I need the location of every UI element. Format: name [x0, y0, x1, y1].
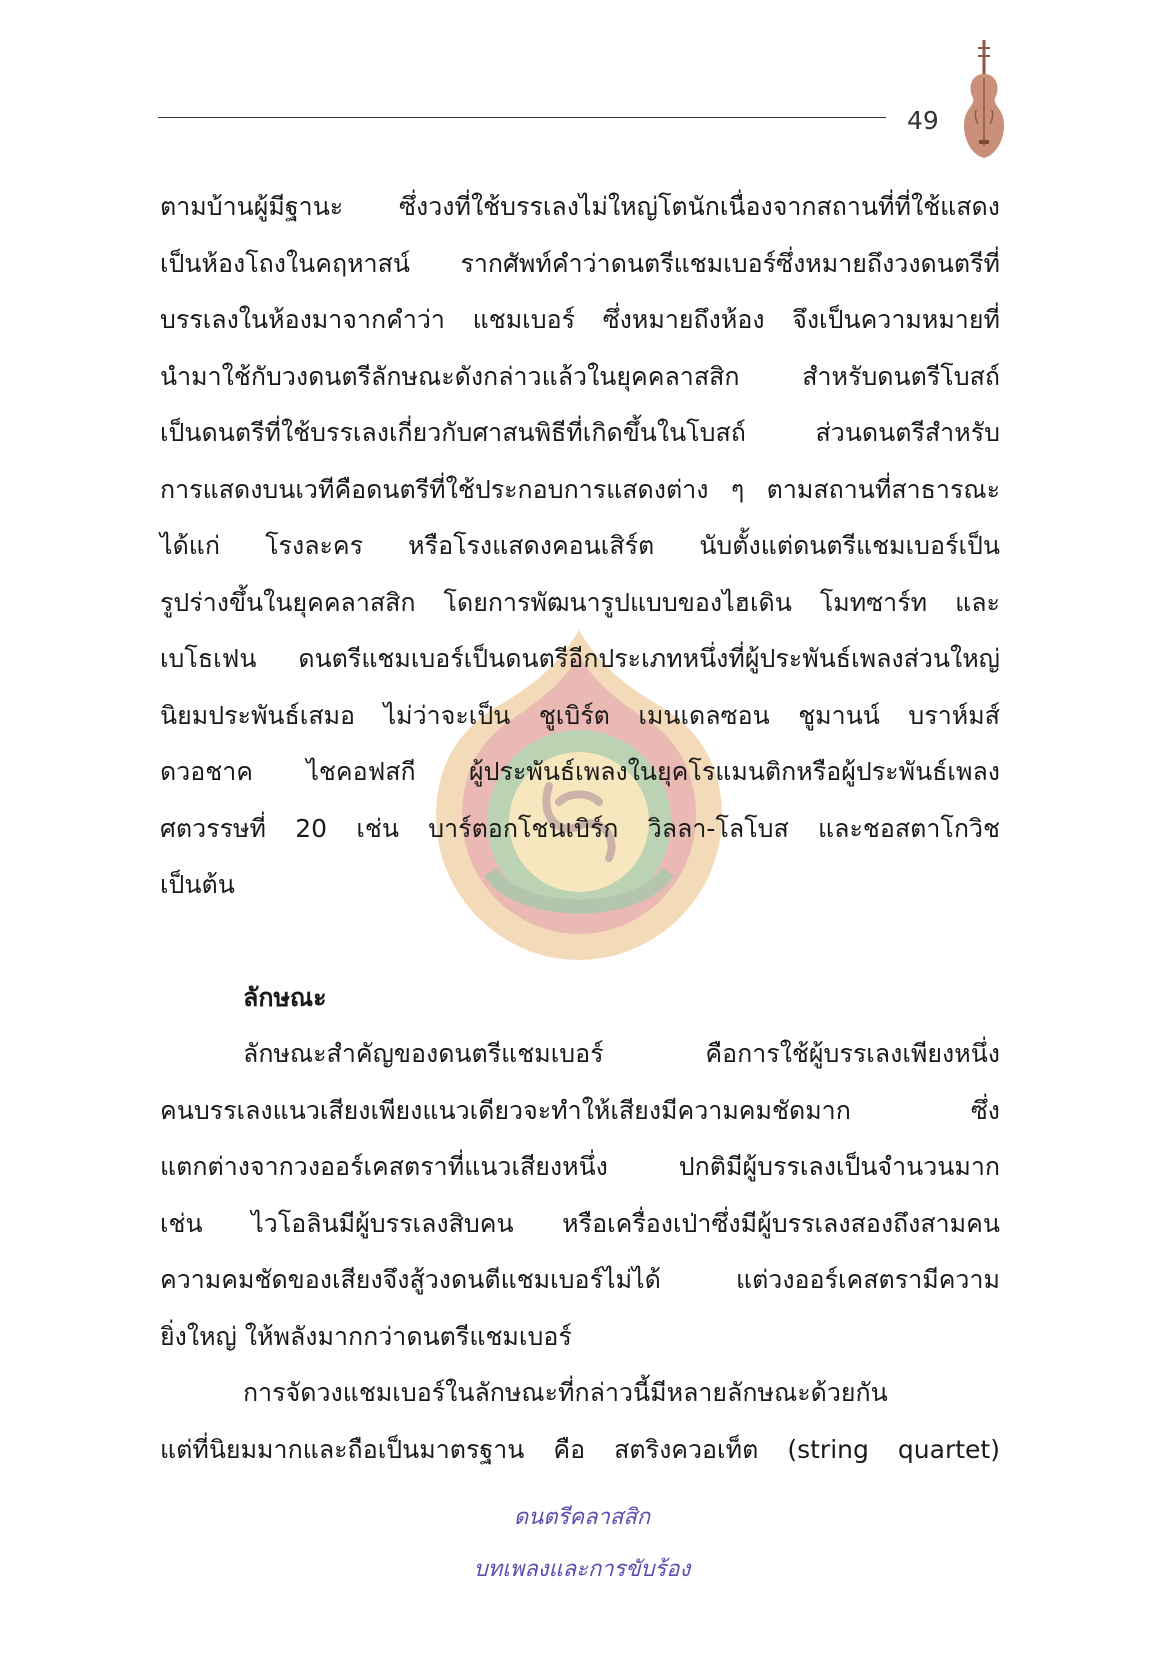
- text-line: แตกต่างจากวงออร์เคสตราที่แนวเสียงหนึ่ง ปกติมีผู้บรรเลงเป็นจำนวนมาก: [160, 1152, 1000, 1181]
- text-line: คนบรรเลงแนวเสียงเพียงแนวเดียวจะทำให้เสียงมีความคมชัดมาก ซึ่ง: [160, 1095, 1000, 1125]
- paragraph-3: [160, 1365, 1000, 1478]
- text-line: เป็นห้องโถงในคฤหาสน์ รากศัพท์คำว่าดนตรีแชมเบอร์ซึ่งหมายถึงวงดนตรีที่: [160, 248, 1000, 278]
- header-rule: [158, 117, 886, 118]
- text-line: บรรเลงในห้องมาจากคำว่า แชมเบอร์ ซึ่งหมายถึงห้อง จึงเป็นความหมายที่: [160, 305, 1000, 334]
- text-line: รูปร่างขึ้นในยุคคลาสสิก โดยการพัฒนารูปแบบของไฮเดิน โมทซาร์ท และ: [160, 587, 1000, 617]
- text-line: เป็นดนตรีที่ใช้บรรเลงเกี่ยวกับศาสนพิธีที่เกิดขึ้นในโบสถ์ ส่วนดนตรีสำหรับ: [160, 418, 1000, 447]
- text-line: ได้แก่ โรงละคร หรือโรงแสดงคอนเสิร์ต นับตั้งแต่ดนตรีแชมเบอร์เป็น: [160, 531, 1000, 560]
- paragraph-1: [160, 179, 1000, 914]
- text-line: ศตวรรษที่ 20 เช่น บาร์ตอกโชนเบิร์ก วิลลา-โลโบส และชอสตาโกวิช: [160, 813, 1000, 843]
- text-line: นำมาใช้กับวงดนตรีลักษณะดังกล่าวแล้วในยุคคลาสสิก สำหรับดนตรีโบสถ์: [160, 361, 1000, 391]
- text-line: เช่น ไวโอลินมีผู้บรรเลงสิบคน หรือเครื่องเป่าซึ่งมีผู้บรรเลงสองถึงสามคน: [160, 1208, 1000, 1238]
- text-line: การแสดงบนเวทีคือดนตรีที่ใช้ประกอบการแสดงต่าง ๆ ตามสถานที่สาธารณะ: [160, 474, 1000, 504]
- text-line: ยิ่งใหญ่ ให้พลังมากกว่าดนตรีแชมเบอร์: [160, 1321, 572, 1351]
- violin-icon: [956, 38, 1012, 164]
- body-text: [160, 179, 1000, 1478]
- section-heading: ลักษณะ: [243, 982, 327, 1012]
- text-line: ลักษณะสำคัญของดนตรีแชมเบอร์ คือการใช้ผู้บรรเลงเพียงหนึ่ง: [243, 1039, 1000, 1068]
- paragraph-gap: [160, 914, 1000, 970]
- text-line: ความคมชัดของเสียงจึงสู้วงดนตีแชมเบอร์ไม่ได้ แต่วงออร์เคสตรามีความ: [160, 1265, 1000, 1294]
- text-line: นิยมประพันธ์เสมอ ไม่ว่าจะเป็น ชูเบิร์ต เมนเดลซอน ชูมานน์ บราห์มส์: [160, 700, 1000, 730]
- paragraph-2: [160, 1026, 1000, 1365]
- text-line: การจัดวงแชมเบอร์ในลักษณะที่กล่าวนี้มีหลายลักษณะด้วยกัน: [243, 1378, 888, 1407]
- page-number: 49: [907, 106, 939, 135]
- text-line: ตามบ้านผู้มีฐานะ ซึ่งวงที่ใช้บรรเลงไม่ใหญ่โตนักเนื่องจากสถานที่ที่ใช้แสดง: [160, 192, 1000, 221]
- footer-book-title: ดนตรีคลาสสิก: [513, 1505, 651, 1530]
- text-line: ดวอชาค ไชคอฟสกี ผู้ประพันธ์เพลงในยุคโรแมนติกหรือผู้ประพันธ์เพลง: [160, 757, 1000, 786]
- text-line: เป็นต้น: [160, 870, 235, 899]
- footer-book-subtitle: บทเพลงและการขับร้อง: [473, 1557, 691, 1582]
- text-line: เบโธเฟน ดนตรีแชมเบอร์เป็นดนตรีอีกประเภทหนึ่งที่ผู้ประพันธ์เพลงส่วนใหญ่: [160, 644, 1000, 673]
- text-line: แต่ที่นิยมมากและถือเป็นมาตรฐาน คือ สตริงควอเท็ต (string quartet): [160, 1434, 1000, 1464]
